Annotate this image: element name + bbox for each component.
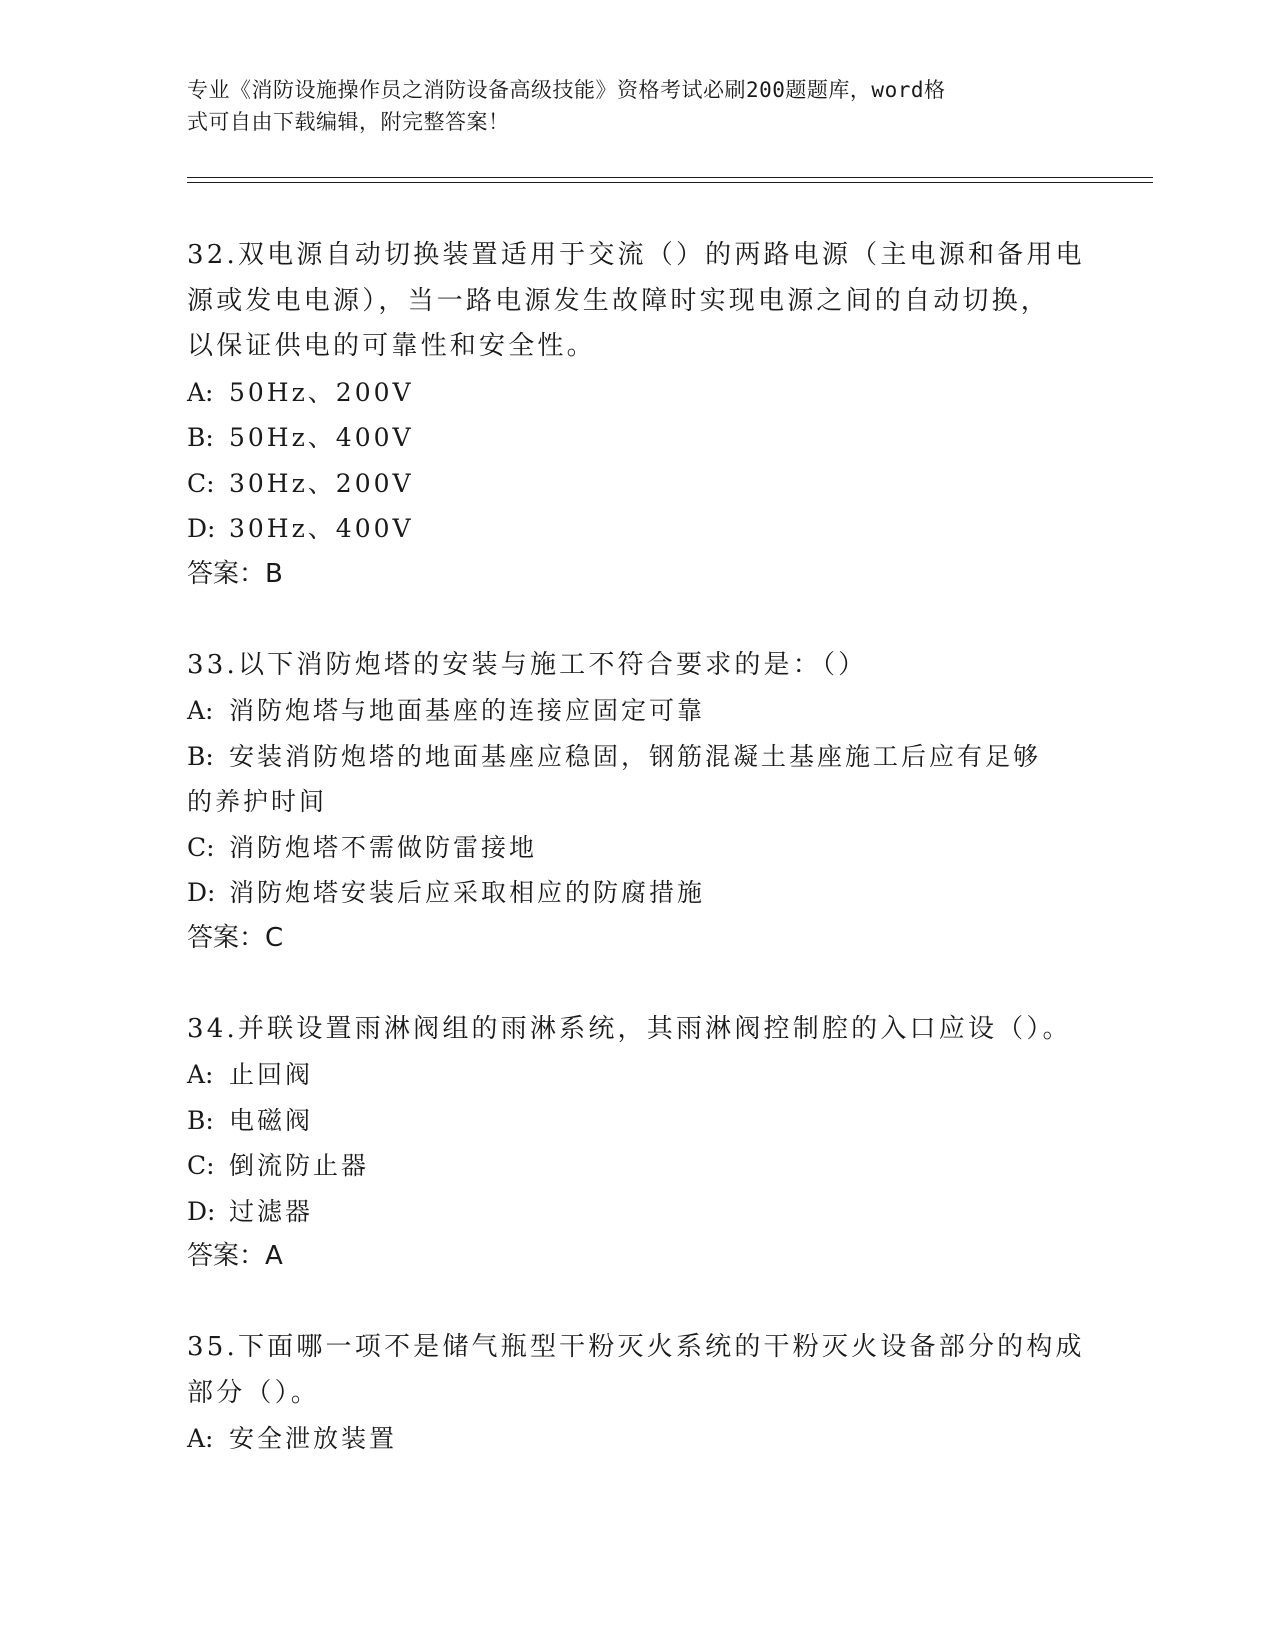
option-letter: D:: [187, 1196, 216, 1226]
option-letter: B:: [187, 423, 214, 452]
option-a: [187, 1416, 1087, 1462]
answer-label: 答案：B: [187, 558, 283, 589]
stem-line: 33.以下消防炮塔的安装与施工不符合要求的是：（）: [187, 649, 868, 680]
option-text: 50Hz、200V: [229, 377, 414, 407]
option-text: 电磁阀: [229, 1105, 314, 1135]
option-text: 30Hz、200V: [229, 468, 414, 498]
option-c: [187, 825, 1087, 871]
header-line-1: 专业《消防设施操作员之消防设备高级技能》资格考试必刷200题题库，word格: [187, 78, 946, 102]
option-letter: A:: [187, 1424, 214, 1453]
header-divider-bottom: [187, 182, 1153, 183]
question-34: [187, 1007, 1087, 1280]
option-text: 过滤器: [229, 1196, 314, 1226]
stem-line: 源或发电电源），当一路电源发生故障时实现电源之间的自动切换，: [187, 285, 1051, 316]
option-text: 止回阀: [229, 1060, 314, 1089]
option-letter: A:: [187, 696, 214, 725]
question-stem: [187, 1325, 1087, 1416]
option-d: [187, 1189, 1087, 1235]
stem-line: 32.双电源自动切换装置适用于交流（）的两路电源（主电源和备用电: [187, 240, 1085, 270]
question-32: [187, 233, 1087, 597]
option-letter: B:: [187, 1105, 214, 1135]
option-d: [187, 506, 1087, 552]
option-text: 消防炮塔安装后应采取相应的防腐措施: [229, 878, 706, 907]
question-spacer: [187, 961, 1087, 1007]
option-letter: D:: [187, 514, 216, 543]
question-33: [187, 643, 1087, 962]
option-letter: C:: [187, 832, 215, 862]
option-c: [187, 461, 1087, 507]
question-spacer: [187, 1280, 1087, 1326]
answer-label: 答案：A: [187, 1241, 283, 1271]
answer-label: 答案：C: [187, 922, 284, 953]
option-a: [187, 688, 1087, 734]
header-line-2: 式可自由下载编辑，附完整答案！: [187, 110, 510, 134]
stem-line: 部分（）。: [187, 1377, 321, 1408]
stem-line: 35.下面哪一项不是储气瓶型干粉灭火系统的干粉灭火设备部分的构成: [187, 1332, 1085, 1362]
option-b: [187, 415, 1087, 461]
stem-line: 34.并联设置雨淋阀组的雨淋系统，其雨淋阀控制腔的入口应设（）。: [187, 1013, 1072, 1044]
question-spacer: [187, 597, 1087, 643]
option-text: 消防炮塔与地面基座的连接应固定可靠: [229, 696, 706, 725]
option-b-continued: [187, 779, 1087, 825]
option-letter: C:: [187, 468, 215, 498]
option-text: 的养护时间: [187, 787, 328, 816]
option-letter: B:: [187, 741, 214, 771]
option-d: [187, 870, 1087, 916]
option-letter: A:: [187, 1060, 214, 1089]
question-stem: [187, 233, 1087, 370]
option-letter: A:: [187, 377, 214, 407]
option-text: 安全泄放装置: [229, 1424, 398, 1453]
option-letter: D:: [187, 878, 216, 907]
document-header: [187, 74, 1067, 138]
option-letter: C:: [187, 1151, 215, 1180]
option-c: [187, 1143, 1087, 1189]
question-list: [187, 233, 1087, 1462]
option-a: [187, 1052, 1087, 1098]
option-text: 倒流防止器: [229, 1151, 370, 1180]
option-b: [187, 1098, 1087, 1144]
option-text: 30Hz、400V: [229, 514, 414, 543]
option-text: 消防炮塔不需做防雷接地: [229, 832, 538, 862]
question-stem: [187, 1007, 1087, 1053]
question-stem: [187, 643, 1087, 689]
stem-line: 以保证供电的可靠性和安全性。: [187, 331, 596, 361]
option-text: 50Hz、400V: [229, 423, 414, 452]
option-text: 安装消防炮塔的地面基座应稳固，钢筋混凝土基座施工后应有足够: [229, 741, 1042, 771]
header-divider-top: [187, 177, 1153, 178]
question-35: [187, 1325, 1087, 1462]
option-b: [187, 734, 1087, 780]
option-a: [187, 370, 1087, 416]
